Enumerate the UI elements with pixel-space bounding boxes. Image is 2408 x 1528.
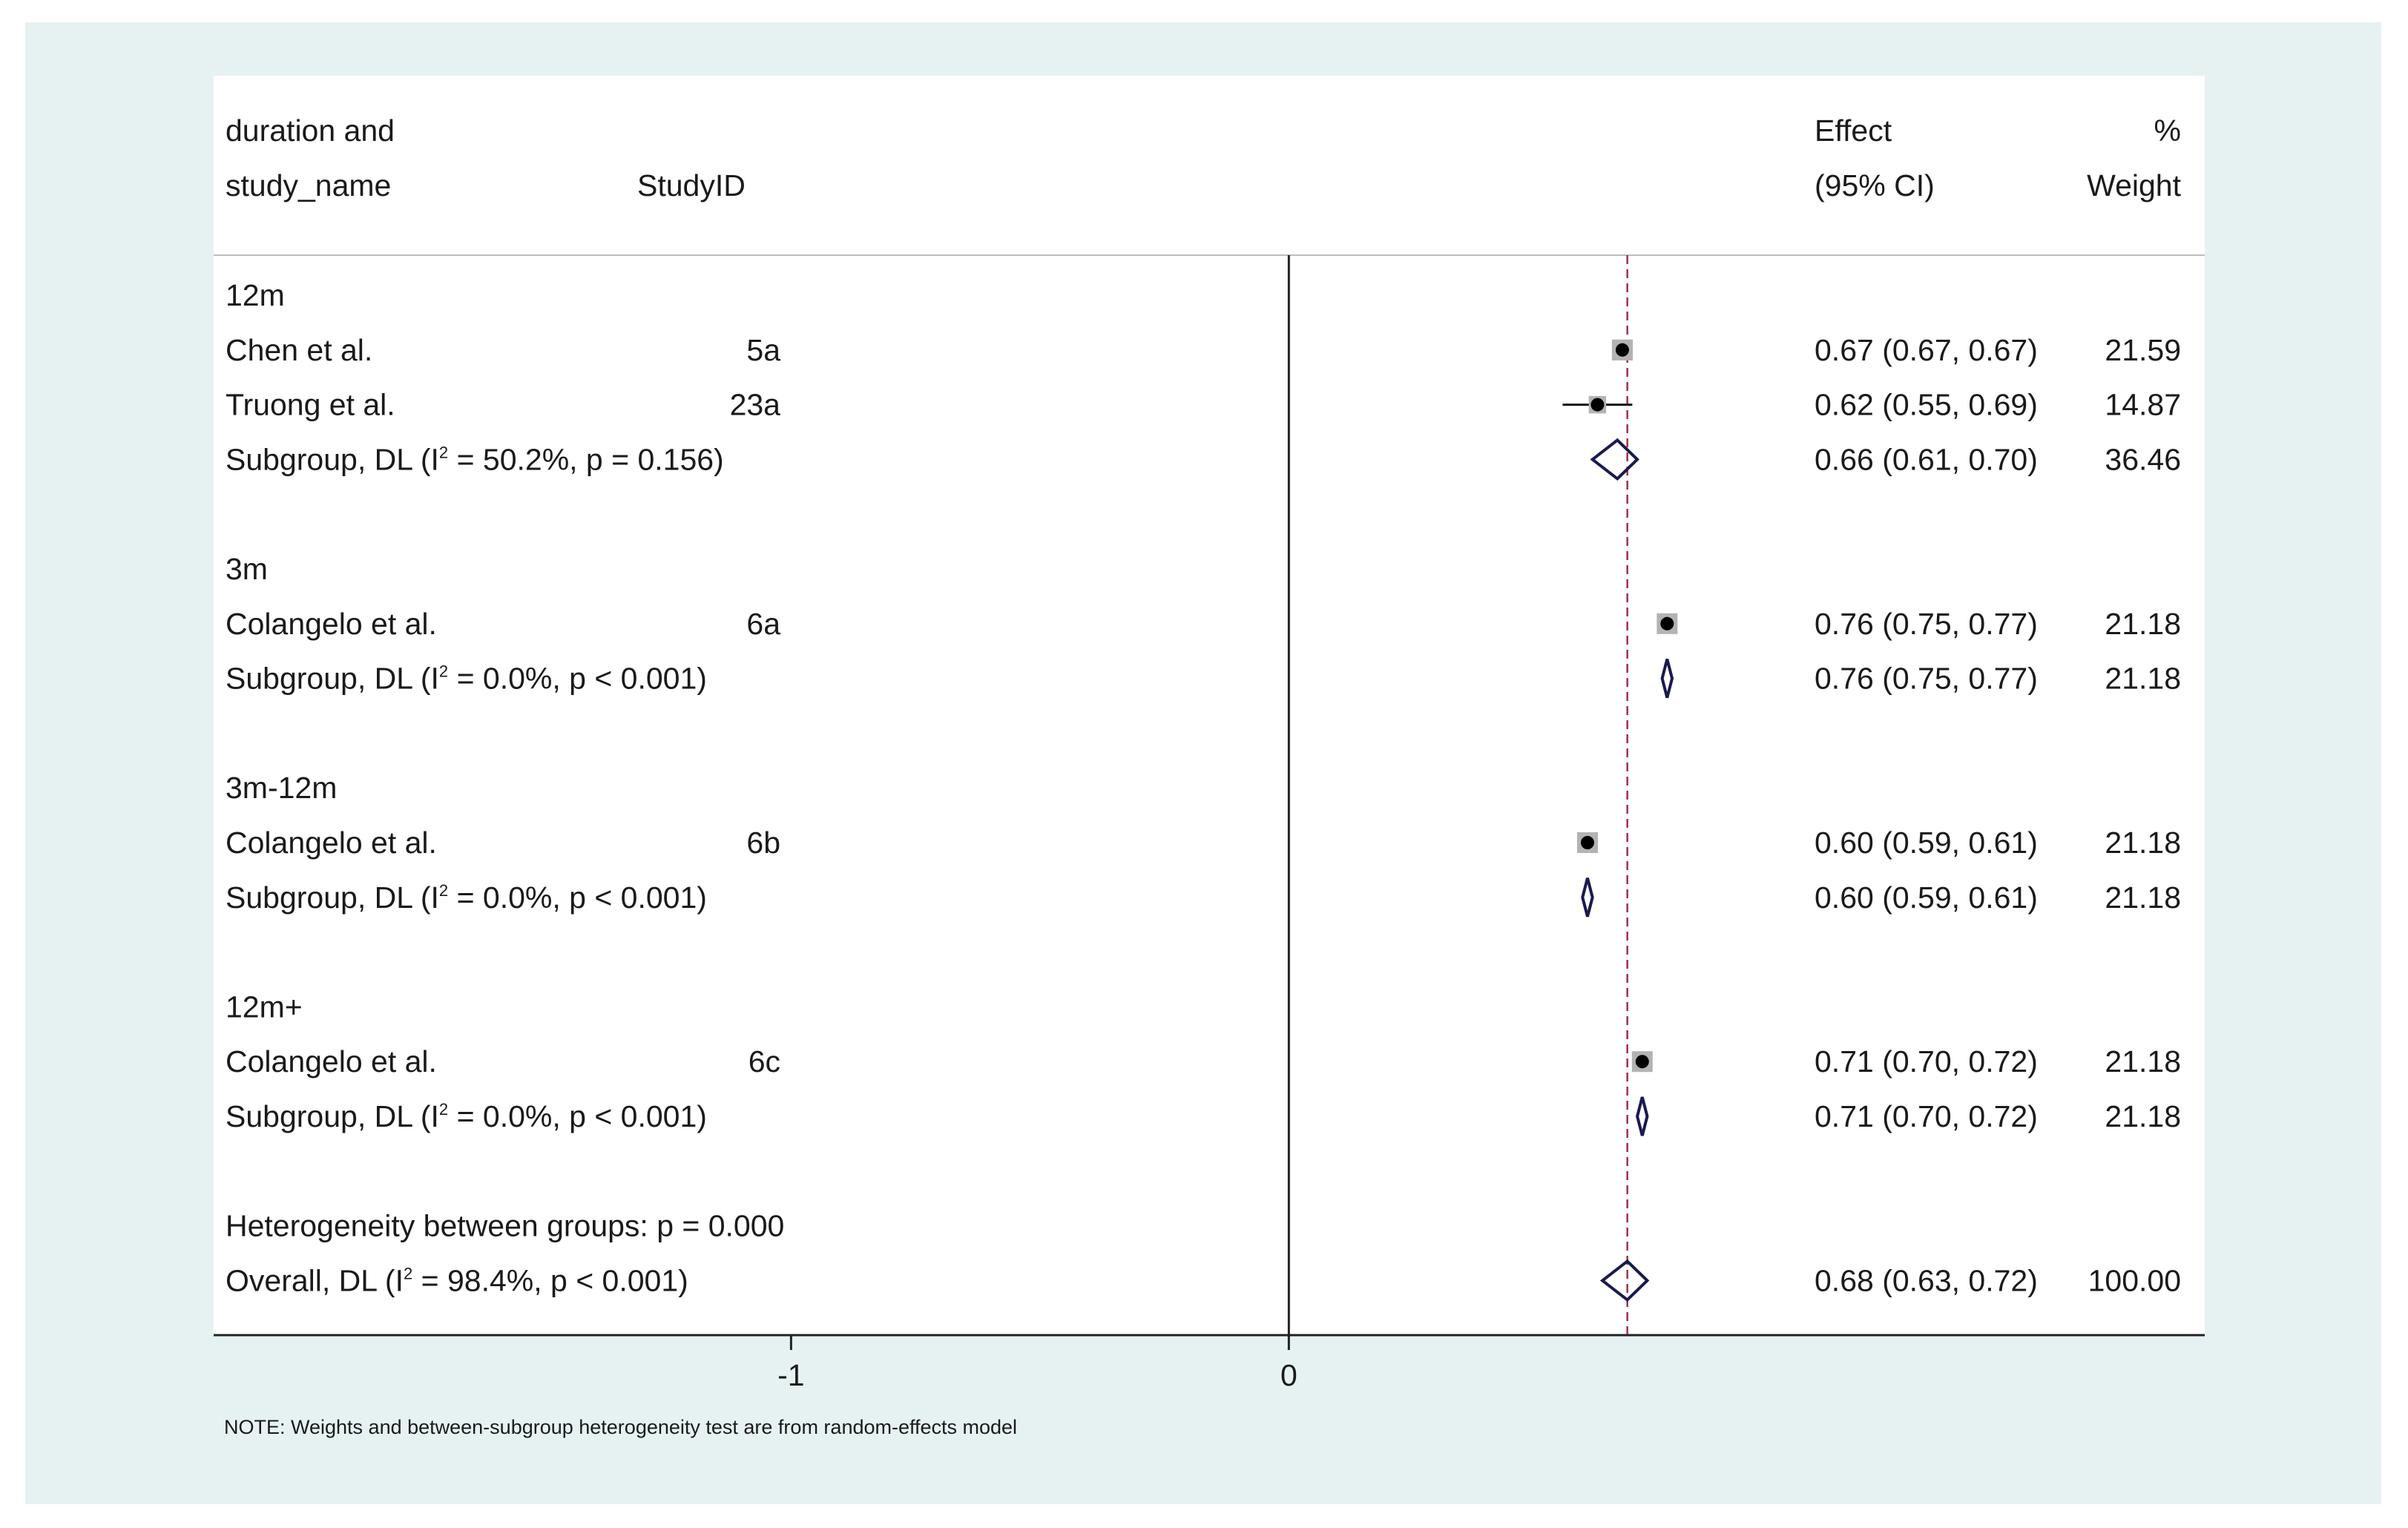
weight-value: 100.00 xyxy=(2088,1263,2181,1298)
study-name: Colangelo et al. xyxy=(226,826,437,860)
weight-value: 36.46 xyxy=(2105,442,2181,477)
weight-value: 21.18 xyxy=(2105,1044,2181,1079)
subgroup-label: Subgroup, DL ($I^2 = 50.2\%$, p = 0.156) xyxy=(226,442,724,477)
point-estimate xyxy=(1616,343,1629,357)
footnote: NOTE: Weights and between-subgroup heterogeneity test are from random-effects model xyxy=(224,1416,1018,1438)
effect-ci: 0.71 (0.70, 0.72) xyxy=(1815,1099,2038,1133)
study-id: 5a xyxy=(746,332,780,367)
header-studyid: StudyID xyxy=(637,168,746,202)
header-ci: (95% CI) xyxy=(1815,168,1935,202)
study-name: Truong et al. xyxy=(226,387,395,422)
weight-value: 14.87 xyxy=(2105,387,2181,422)
weight-value: 21.18 xyxy=(2105,661,2181,696)
effect-ci: 0.60 (0.59, 0.61) xyxy=(1815,880,2038,915)
effect-ci: 0.71 (0.70, 0.72) xyxy=(1815,1044,2038,1079)
study-name: Colangelo et al. xyxy=(226,1044,437,1079)
point-estimate xyxy=(1581,836,1594,849)
effect-ci: 0.62 (0.55, 0.69) xyxy=(1815,387,2038,422)
study-id: 6c xyxy=(748,1044,780,1079)
header-col1-line1: duration and xyxy=(226,113,395,148)
point-estimate xyxy=(1590,398,1604,412)
header-col1-line2: study_name xyxy=(226,168,392,202)
subgroup-label: Subgroup, DL ($I^2 = 0.0\%$, p < 0.001) xyxy=(226,661,707,696)
header-effect: Effect xyxy=(1815,113,1892,148)
effect-ci: 0.66 (0.61, 0.70) xyxy=(1815,442,2038,477)
weight-value: 21.59 xyxy=(2105,332,2181,367)
header-weight: Weight xyxy=(2087,168,2181,202)
group-label: Heterogeneity between groups: p = 0.000 xyxy=(226,1208,785,1243)
effect-ci: 0.76 (0.75, 0.77) xyxy=(1815,661,2038,696)
weight-value: 21.18 xyxy=(2105,606,2181,641)
header-percent: % xyxy=(2154,113,2181,148)
forest-plot-frame xyxy=(25,22,2381,1504)
group-label: 12m+ xyxy=(226,989,303,1024)
point-estimate xyxy=(1636,1055,1649,1068)
weight-value: 21.18 xyxy=(2105,826,2181,860)
study-id: 6b xyxy=(746,826,780,860)
weight-value: 21.18 xyxy=(2105,1099,2181,1133)
group-label: 3m xyxy=(226,552,268,586)
effect-ci: 0.60 (0.59, 0.61) xyxy=(1815,826,2038,860)
group-label: 3m-12m xyxy=(226,771,338,806)
subgroup-label: Subgroup, DL ($I^2 = 0.0\%$, p < 0.001) xyxy=(226,1099,707,1133)
effect-ci: 0.76 (0.75, 0.77) xyxy=(1815,606,2038,641)
overall-label: Overall, DL ($I^2 = 98.4\%$, p < 0.001) xyxy=(226,1263,688,1298)
x-axis-ticks xyxy=(777,1335,1297,1392)
plot-background xyxy=(214,76,2205,1335)
weight-value: 21.18 xyxy=(2105,880,2181,915)
effect-ci: 0.67 (0.67, 0.67) xyxy=(1815,332,2038,367)
study-name: Chen et al. xyxy=(226,332,373,367)
x-tick-label: 0 xyxy=(1280,1358,1297,1392)
effect-ci: 0.68 (0.63, 0.72) xyxy=(1815,1263,2038,1298)
forest-plot xyxy=(25,22,2381,1504)
x-tick-label: -1 xyxy=(777,1358,805,1392)
study-id: 23a xyxy=(729,387,780,422)
study-id: 6a xyxy=(746,606,780,641)
point-estimate xyxy=(1660,617,1674,630)
subgroup-label: Subgroup, DL ($I^2 = 0.0\%$, p < 0.001) xyxy=(226,880,707,915)
study-name: Colangelo et al. xyxy=(226,606,437,641)
group-label: 12m xyxy=(226,278,285,312)
